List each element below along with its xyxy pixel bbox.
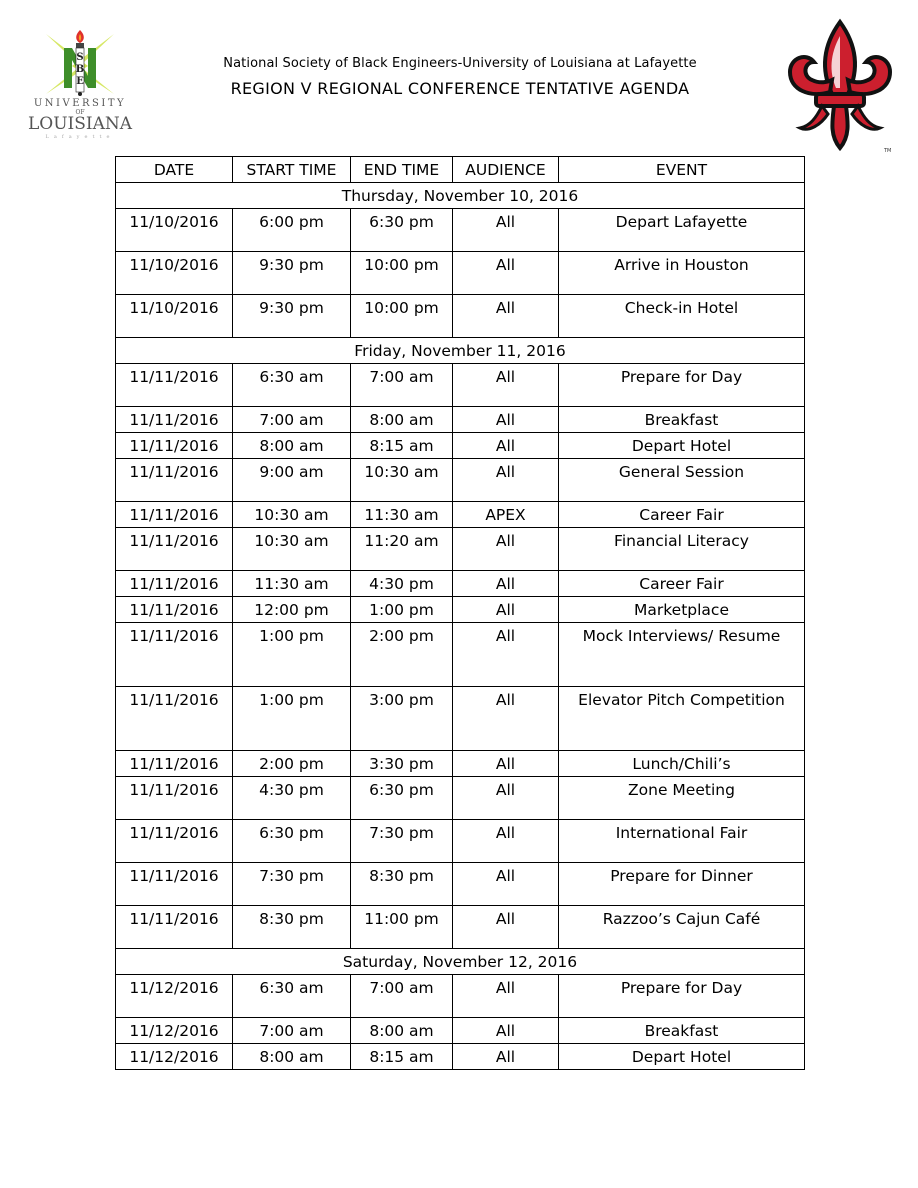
end-time-cell-text: 8:00 am [369, 1022, 434, 1040]
audience-cell-text: All [495, 691, 516, 709]
end-time-cell [351, 502, 453, 528]
date-cell-text: 11/11/2016 [129, 506, 219, 524]
end-time-cell [351, 777, 453, 820]
event-cell-text: General Session [618, 463, 745, 481]
event-cell [559, 459, 805, 502]
audience-cell [453, 906, 559, 949]
end-time-cell-text: 3:00 pm [369, 691, 434, 709]
event-cell [559, 571, 805, 597]
end-time-cell [351, 820, 453, 863]
start-time-cell [233, 597, 351, 623]
event-cell-text: Arrive in Houston [614, 256, 749, 274]
event-cell [559, 820, 805, 863]
date-cell [116, 751, 233, 777]
date-cell-text: 11/11/2016 [129, 368, 219, 386]
audience-cell-text: All [495, 256, 516, 274]
column-header-audience: AUDIENCE [453, 157, 559, 183]
audience-cell-text: All [495, 437, 516, 455]
audience-cell [453, 777, 559, 820]
audience-cell [453, 407, 559, 433]
end-time-cell-text: 8:30 pm [369, 867, 434, 885]
end-time-cell [351, 209, 453, 252]
start-time-cell [233, 528, 351, 571]
date-cell [116, 1018, 233, 1044]
start-time-cell-text: 11:30 am [254, 575, 329, 593]
date-cell [116, 975, 233, 1018]
event-cell-text: Prepare for Day [620, 368, 743, 386]
end-time-cell-text: 7:00 am [369, 979, 434, 997]
start-time-cell-text: 9:30 pm [259, 256, 324, 274]
audience-cell [453, 528, 559, 571]
event-cell-text: Zone Meeting [628, 781, 735, 799]
agenda-header-row [116, 157, 805, 183]
audience-cell [453, 1044, 559, 1070]
date-cell [116, 1044, 233, 1070]
audience-cell-text: All [495, 867, 516, 885]
start-time-cell-text: 7:00 am [259, 1022, 324, 1040]
audience-cell-text: All [495, 627, 516, 645]
start-time-cell [233, 687, 351, 751]
start-time-cell [233, 623, 351, 687]
end-time-cell [351, 571, 453, 597]
start-time-cell [233, 975, 351, 1018]
start-time-cell [233, 433, 351, 459]
agenda-row [116, 906, 805, 949]
end-time-cell [351, 528, 453, 571]
end-time-cell-text: 7:30 pm [369, 824, 434, 842]
event-cell [559, 209, 805, 252]
event-cell-text: Financial Literacy [614, 532, 749, 550]
event-cell-text: Depart Hotel [631, 437, 732, 455]
event-cell [559, 623, 805, 687]
event-cell [559, 597, 805, 623]
start-time-cell [233, 1044, 351, 1070]
agenda-row [116, 1044, 805, 1070]
audience-cell [453, 252, 559, 295]
date-cell [116, 820, 233, 863]
date-cell [116, 777, 233, 820]
date-cell-text: 11/11/2016 [129, 627, 219, 645]
nsbe-letter-b: B [75, 64, 85, 75]
event-cell-text: Razzoo’s Cajun Café [602, 910, 761, 928]
event-cell [559, 502, 805, 528]
audience-cell [453, 364, 559, 407]
end-time-cell-text: 10:00 pm [364, 299, 439, 317]
date-cell-text: 11/11/2016 [129, 437, 219, 455]
end-time-cell-text: 6:30 pm [369, 781, 434, 799]
date-cell-text: 11/11/2016 [129, 411, 219, 429]
event-cell-text: Depart Hotel [631, 1048, 732, 1066]
end-time-cell-text: 11:30 am [364, 506, 439, 524]
fleur-de-lis-icon [780, 18, 900, 154]
audience-cell [453, 571, 559, 597]
event-cell [559, 433, 805, 459]
start-time-cell-text: 8:00 am [259, 437, 324, 455]
university-of-word: OF [75, 109, 85, 116]
event-cell-text: Prepare for Day [620, 979, 743, 997]
date-cell [116, 571, 233, 597]
end-time-cell [351, 1044, 453, 1070]
start-time-cell-text: 9:00 am [259, 463, 324, 481]
audience-cell [453, 751, 559, 777]
day-label: Saturday, November 12, 2016 [116, 949, 805, 975]
end-time-cell [351, 433, 453, 459]
start-time-cell-text: 10:30 am [254, 532, 329, 550]
audience-cell-text: All [495, 411, 516, 429]
end-time-cell-text: 7:00 am [369, 368, 434, 386]
agenda-row [116, 975, 805, 1018]
end-time-cell [351, 623, 453, 687]
agenda-table [115, 156, 805, 1070]
date-cell-text: 11/11/2016 [129, 867, 219, 885]
date-cell-text: 11/11/2016 [129, 691, 219, 709]
end-time-cell [351, 597, 453, 623]
start-time-cell [233, 252, 351, 295]
end-time-cell-text: 8:15 am [369, 437, 434, 455]
day-label: Thursday, November 10, 2016 [116, 183, 805, 209]
event-cell-text: Breakfast [644, 1022, 719, 1040]
start-time-cell [233, 751, 351, 777]
header-title: REGION V REGIONAL CONFERENCE TENTATIVE AGENDA [230, 79, 690, 98]
date-cell-text: 11/11/2016 [129, 575, 219, 593]
event-cell [559, 528, 805, 571]
end-time-cell [351, 863, 453, 906]
audience-cell [453, 597, 559, 623]
event-cell [559, 687, 805, 751]
end-time-cell [351, 687, 453, 751]
audience-cell [453, 1018, 559, 1044]
end-time-cell-text: 11:20 am [364, 532, 439, 550]
event-cell [559, 1018, 805, 1044]
audience-cell [453, 295, 559, 338]
start-time-cell-text: 6:30 am [259, 979, 324, 997]
start-time-cell [233, 1018, 351, 1044]
date-cell [116, 623, 233, 687]
end-time-cell [351, 364, 453, 407]
date-cell [116, 433, 233, 459]
agenda-row [116, 528, 805, 571]
agenda-body [116, 183, 805, 1070]
end-time-cell [351, 252, 453, 295]
start-time-cell-text: 7:30 pm [259, 867, 324, 885]
nsbe-ul-logo [28, 28, 132, 140]
agenda-row [116, 459, 805, 502]
agenda-row [116, 364, 805, 407]
audience-cell [453, 820, 559, 863]
audience-cell-text: All [495, 601, 516, 619]
date-cell [116, 597, 233, 623]
start-time-cell [233, 502, 351, 528]
audience-cell-text: All [495, 979, 516, 997]
event-cell-text: Elevator Pitch Competition [578, 691, 785, 709]
date-cell-text: 11/12/2016 [129, 1048, 219, 1066]
date-cell-text: 11/11/2016 [129, 532, 219, 550]
start-time-cell [233, 863, 351, 906]
audience-cell [453, 459, 559, 502]
date-cell-text: 11/11/2016 [129, 781, 219, 799]
date-cell-text: 11/11/2016 [129, 824, 219, 842]
end-time-cell-text: 6:30 pm [369, 213, 434, 231]
end-time-cell [351, 975, 453, 1018]
start-time-cell-text: 4:30 pm [259, 781, 324, 799]
date-cell [116, 252, 233, 295]
louisiana-word: LOUISIANA [28, 114, 133, 134]
date-cell [116, 687, 233, 751]
agenda-row [116, 623, 805, 687]
end-time-cell-text: 10:30 am [364, 463, 439, 481]
day-label: Friday, November 11, 2016 [116, 338, 805, 364]
audience-cell-text: All [495, 910, 516, 928]
column-header-date: DATE [116, 157, 233, 183]
event-cell-text: Breakfast [644, 411, 719, 429]
audience-cell [453, 975, 559, 1018]
end-time-cell [351, 906, 453, 949]
agenda-row [116, 820, 805, 863]
audience-cell-text: All [495, 781, 516, 799]
end-time-cell-text: 4:30 pm [369, 575, 434, 593]
event-cell-text: International Fair [615, 824, 748, 842]
date-cell [116, 459, 233, 502]
event-cell-text: Check-in Hotel [624, 299, 739, 317]
agenda-row [116, 209, 805, 252]
event-cell [559, 906, 805, 949]
start-time-cell [233, 820, 351, 863]
event-cell [559, 295, 805, 338]
start-time-cell-text: 6:00 pm [259, 213, 324, 231]
end-time-cell-text: 11:00 pm [364, 910, 439, 928]
date-cell-text: 11/11/2016 [129, 601, 219, 619]
audience-cell-text: All [495, 1022, 516, 1040]
audience-cell-text: All [495, 299, 516, 317]
nsbe-letter-s: S [76, 52, 84, 63]
date-cell [116, 407, 233, 433]
event-cell [559, 863, 805, 906]
day-separator-row [116, 338, 805, 364]
agenda-row [116, 433, 805, 459]
start-time-cell [233, 571, 351, 597]
event-cell [559, 1044, 805, 1070]
agenda-row [116, 407, 805, 433]
agenda-row [116, 252, 805, 295]
day-separator-row [116, 183, 805, 209]
start-time-cell-text: 8:00 am [259, 1048, 324, 1066]
end-time-cell [351, 459, 453, 502]
audience-cell [453, 502, 559, 528]
nsbe-letter-e: E [76, 76, 84, 87]
agenda-row [116, 777, 805, 820]
date-cell-text: 11/10/2016 [129, 256, 219, 274]
audience-cell [453, 623, 559, 687]
start-time-cell [233, 209, 351, 252]
end-time-cell-text: 10:00 pm [364, 256, 439, 274]
agenda-row [116, 751, 805, 777]
agenda-row [116, 502, 805, 528]
start-time-cell-text: 9:30 pm [259, 299, 324, 317]
column-header-end-time: END TIME [351, 157, 453, 183]
event-cell [559, 364, 805, 407]
audience-cell-text: All [495, 368, 516, 386]
start-time-cell [233, 906, 351, 949]
start-time-cell-text: 2:00 pm [259, 755, 324, 773]
event-cell [559, 777, 805, 820]
event-cell-text: Career Fair [639, 506, 724, 524]
start-time-cell [233, 407, 351, 433]
date-cell [116, 863, 233, 906]
event-cell [559, 751, 805, 777]
date-cell-text: 11/10/2016 [129, 299, 219, 317]
university-word: UNIVERSITY [33, 98, 127, 109]
start-time-cell-text: 8:30 pm [259, 910, 324, 928]
event-cell [559, 975, 805, 1018]
header-organization: National Society of Black Engineers-University of Louisiana at Lafayette [223, 56, 697, 71]
column-header-event: EVENT [559, 157, 805, 183]
start-time-cell-text: 1:00 pm [259, 691, 324, 709]
event-cell [559, 252, 805, 295]
event-cell-text: Depart Lafayette [615, 213, 748, 231]
column-header-start-time: START TIME [233, 157, 351, 183]
date-cell-text: 11/11/2016 [129, 463, 219, 481]
end-time-cell [351, 751, 453, 777]
event-cell-text: Lunch/Chili’s [632, 755, 731, 773]
start-time-cell-text: 10:30 am [254, 506, 329, 524]
start-time-cell [233, 459, 351, 502]
end-time-cell [351, 1018, 453, 1044]
date-cell [116, 906, 233, 949]
day-separator-row [116, 949, 805, 975]
start-time-cell [233, 777, 351, 820]
audience-cell-text: All [495, 1048, 516, 1066]
nsbe-emblem-icon [38, 28, 122, 98]
start-time-cell-text: 6:30 pm [259, 824, 324, 842]
agenda-row [116, 1018, 805, 1044]
audience-cell [453, 433, 559, 459]
agenda-row [116, 571, 805, 597]
end-time-cell [351, 407, 453, 433]
audience-cell-text: All [495, 532, 516, 550]
end-time-cell [351, 295, 453, 338]
agenda-row [116, 687, 805, 751]
date-cell-text: 11/12/2016 [129, 1022, 219, 1040]
date-cell [116, 209, 233, 252]
lafayette-word: Lafayette [45, 134, 115, 140]
trademark-mark: TM [884, 148, 892, 154]
event-cell-text: Prepare for Dinner [610, 867, 753, 885]
audience-cell-text: All [495, 463, 516, 481]
start-time-cell-text: 6:30 am [259, 368, 324, 386]
event-cell-text: Marketplace [634, 601, 729, 619]
start-time-cell [233, 364, 351, 407]
audience-cell-text: All [495, 213, 516, 231]
start-time-cell-text: 1:00 pm [259, 627, 324, 645]
date-cell-text: 11/11/2016 [129, 910, 219, 928]
agenda-row [116, 295, 805, 338]
date-cell [116, 502, 233, 528]
end-time-cell-text: 1:00 pm [369, 601, 434, 619]
event-cell [559, 407, 805, 433]
start-time-cell-text: 7:00 am [259, 411, 324, 429]
date-cell-text: 11/10/2016 [129, 213, 219, 231]
audience-cell [453, 209, 559, 252]
audience-cell [453, 863, 559, 906]
end-time-cell-text: 8:00 am [369, 411, 434, 429]
end-time-cell-text: 8:15 am [369, 1048, 434, 1066]
date-cell [116, 528, 233, 571]
date-cell-text: 11/11/2016 [129, 755, 219, 773]
agenda-row [116, 863, 805, 906]
audience-cell-text: APEX [485, 506, 526, 524]
audience-cell-text: All [495, 755, 516, 773]
end-time-cell-text: 2:00 pm [369, 627, 434, 645]
date-cell [116, 364, 233, 407]
end-time-cell-text: 3:30 pm [369, 755, 434, 773]
audience-cell-text: All [495, 824, 516, 842]
agenda-row [116, 597, 805, 623]
event-cell-text: Career Fair [639, 575, 724, 593]
fleur-de-lis-logo [780, 18, 900, 154]
event-cell-text: Mock Interviews/ Resume [582, 627, 781, 645]
date-cell [116, 295, 233, 338]
audience-cell-text: All [495, 575, 516, 593]
date-cell-text: 11/12/2016 [129, 979, 219, 997]
start-time-cell [233, 295, 351, 338]
audience-cell [453, 687, 559, 751]
start-time-cell-text: 12:00 pm [254, 601, 329, 619]
